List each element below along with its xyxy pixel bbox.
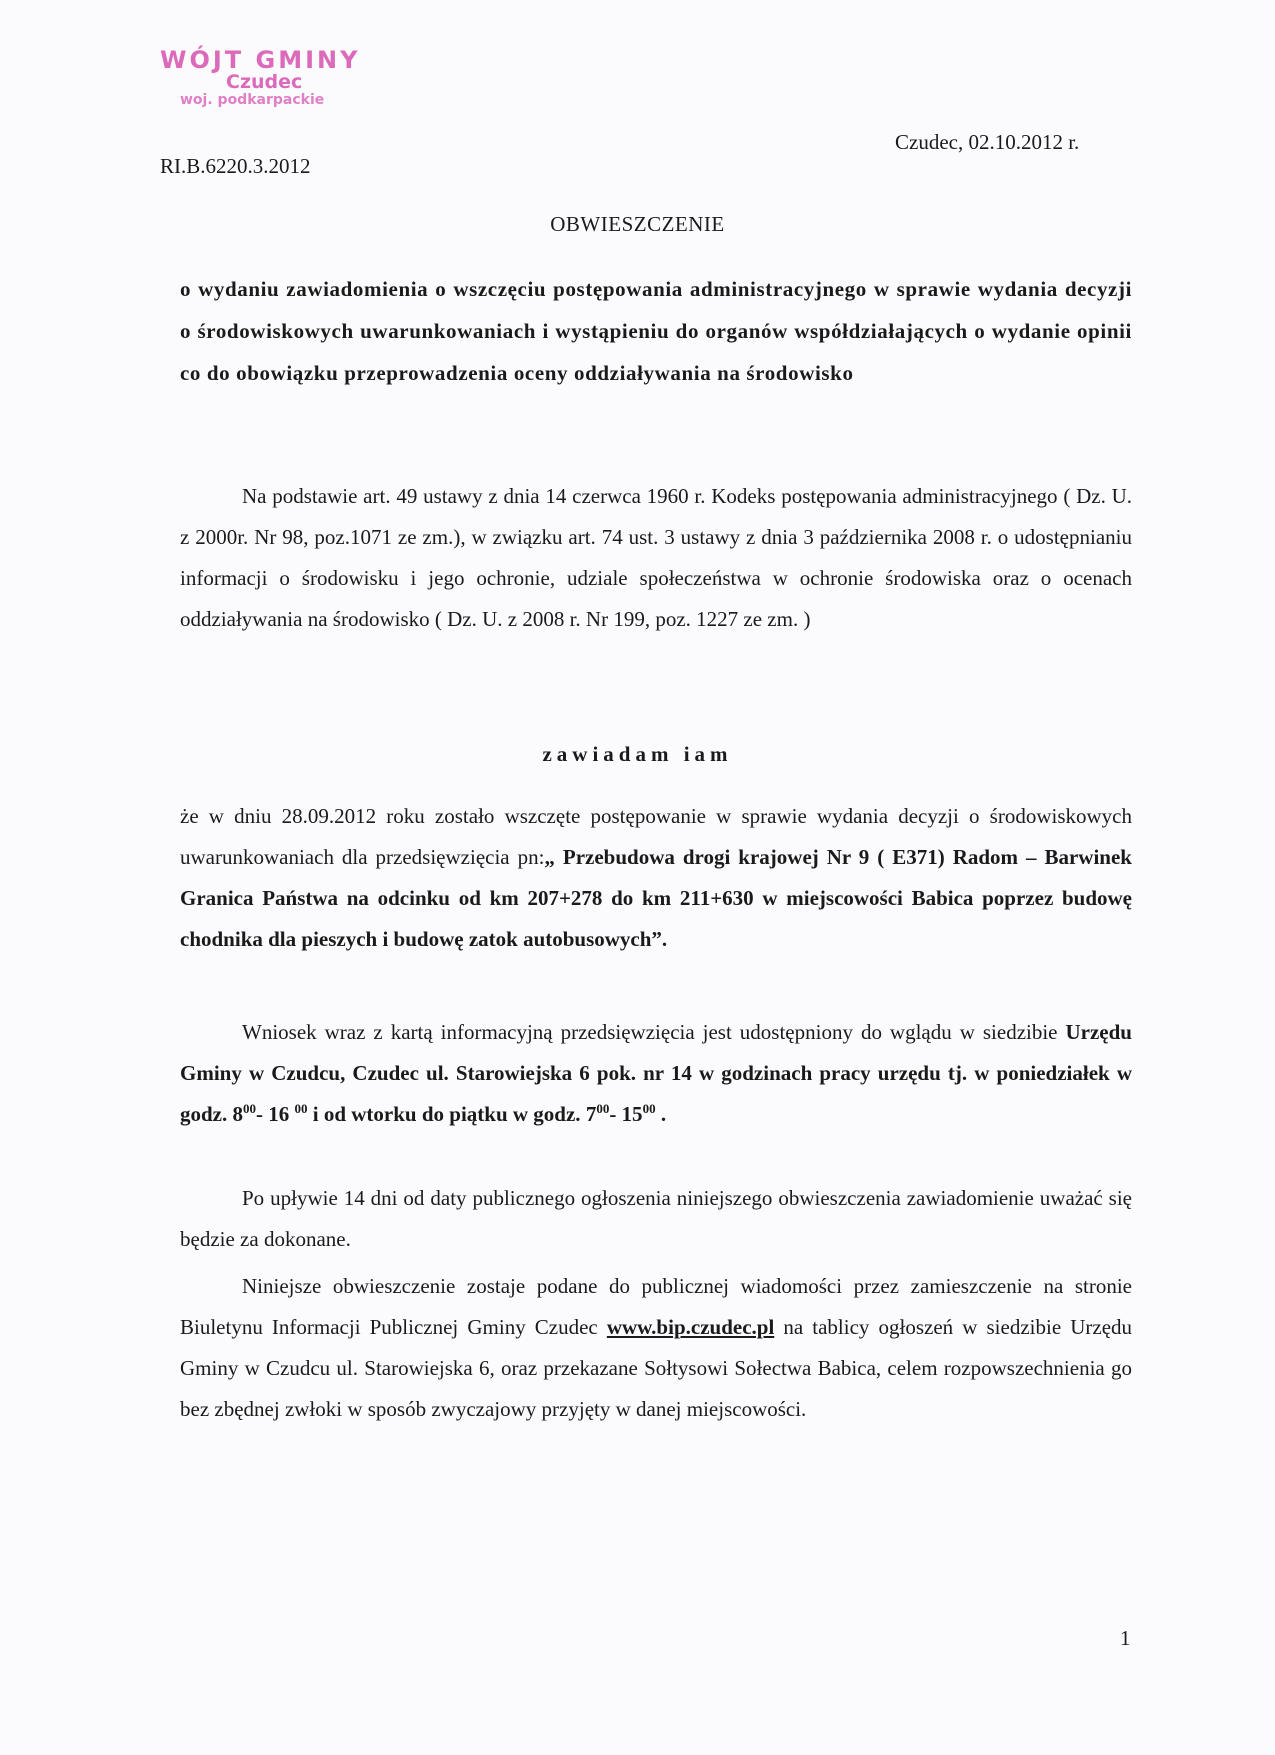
reference-number: RI.B.6220.3.2012 xyxy=(160,154,311,178)
publication-text-1: Niniejsze obwieszczenie zostaje podane do publicznej wiadomości przez zamieszczenie na stronie Biuletynu Informacji Publicznej Gminy Czudec xyxy=(180,1274,1132,1339)
inspection-paragraph xyxy=(180,1012,1132,1135)
publication-paragraph xyxy=(180,1266,1132,1430)
stamp-line-3: woj. podkarpackie xyxy=(180,92,325,109)
weekday-hours-text: i od wtorku do piątku w godz. xyxy=(312,1102,581,1126)
weekday-end-minutes: 00 xyxy=(642,1101,656,1116)
bip-link[interactable]: www.bip.czudec.pl xyxy=(606,1315,775,1339)
publication-text-2: na tablicy ogłoszeń w siedzibie Urzędu Gminy w Czudcu ul. Starowiejska 6, oraz przekazane Sołtysowi Sołectwa Babica, celem rozpowszechnienia go bez zbędnej zwłoki w sposób zwyczajowy przyjęty w danej miejscowości. xyxy=(180,1315,1133,1421)
page-number: 1 xyxy=(1120,1626,1131,1650)
weekday-end-hour: - 15 xyxy=(609,1102,643,1126)
monday-start-hour: 8 xyxy=(232,1102,243,1126)
document-subject: o wydaniu zawiadomienia o wszczęciu postępowania administracyjnego w sprawie wydania decyzji o środowiskowych uwarunkowaniach i wystąpieniu do organów współdziałających o wydanie opinii co do obowiązku przeprowadzenia oceny oddziaływania na środowisko xyxy=(180,277,1132,385)
weekday-start-hour: 7 xyxy=(585,1102,597,1126)
stamp-line-1: WÓJT GMINY xyxy=(160,46,361,74)
inspection-text: Wniosek wraz z kartą informacyjną przedsięwzięcia jest udostępniony do wglądu w siedzibie xyxy=(242,1020,1058,1044)
place-and-date: Czudec, 02.10.2012 r. xyxy=(895,130,1080,154)
inspection-end: . xyxy=(660,1102,667,1126)
stamp-line-2: Czudec xyxy=(226,71,303,94)
weekday-start-minutes: 00 xyxy=(596,1101,610,1116)
project-name: „ Przebudowa drogi krajowej Nr 9 ( E371) Radom – Barwinek Granica Państwa na odcinku od km 207+278 do km 211+630 w miejscowości Babica poprzez budowę chodnika dla pieszych i budowę zatok autobusowych”. xyxy=(180,845,1132,951)
effective-notice-paragraph: Po upływie 14 dni od daty publicznego ogłoszenia niniejszego obwieszczenia zawiadomienie uważać się będzie za dokonane. xyxy=(180,1186,1132,1251)
document-title: OBWIESZCZENIE xyxy=(550,212,725,236)
monday-end-hour: - 16 xyxy=(256,1102,290,1126)
legal-basis-paragraph: Na podstawie art. 49 ustawy z dnia 14 czerwca 1960 r. Kodeks postępowania administracyjnego ( Dz. U. z 2000r. Nr 98, poz.1071 ze zm.), w związku art. 74 ust. 3 ustawy z dnia 3 października 2008 r. o udostępnianiu informacji o środowisku i jego ochronie, udziale społeczeństwa w ochronie środowiska oraz o ocenach oddziaływania na środowisko ( Dz. U. z 2008 r. Nr 199, poz. 1227 ze zm. ) xyxy=(180,484,1132,631)
monday-start-minutes: 00 xyxy=(243,1101,256,1116)
office-address: Urzędu Gminy w Czudcu, Czudec ul. Starowiejska 6 pok. nr 14 w godzinach pracy urzędu tj. w poniedziałek w godz. xyxy=(180,1020,1132,1126)
notice-paragraph xyxy=(180,796,1132,960)
monday-end-minutes: 00 xyxy=(294,1101,308,1116)
office-stamp xyxy=(160,48,400,108)
notification-heading: zawiadam iam xyxy=(542,742,733,766)
notice-intro: że w dniu 28.09.2012 roku zostało wszczęte postępowanie w sprawie wydania decyzji o środowiskowych uwarunkowaniach dla przedsięwzięcia pn: xyxy=(180,804,1132,869)
